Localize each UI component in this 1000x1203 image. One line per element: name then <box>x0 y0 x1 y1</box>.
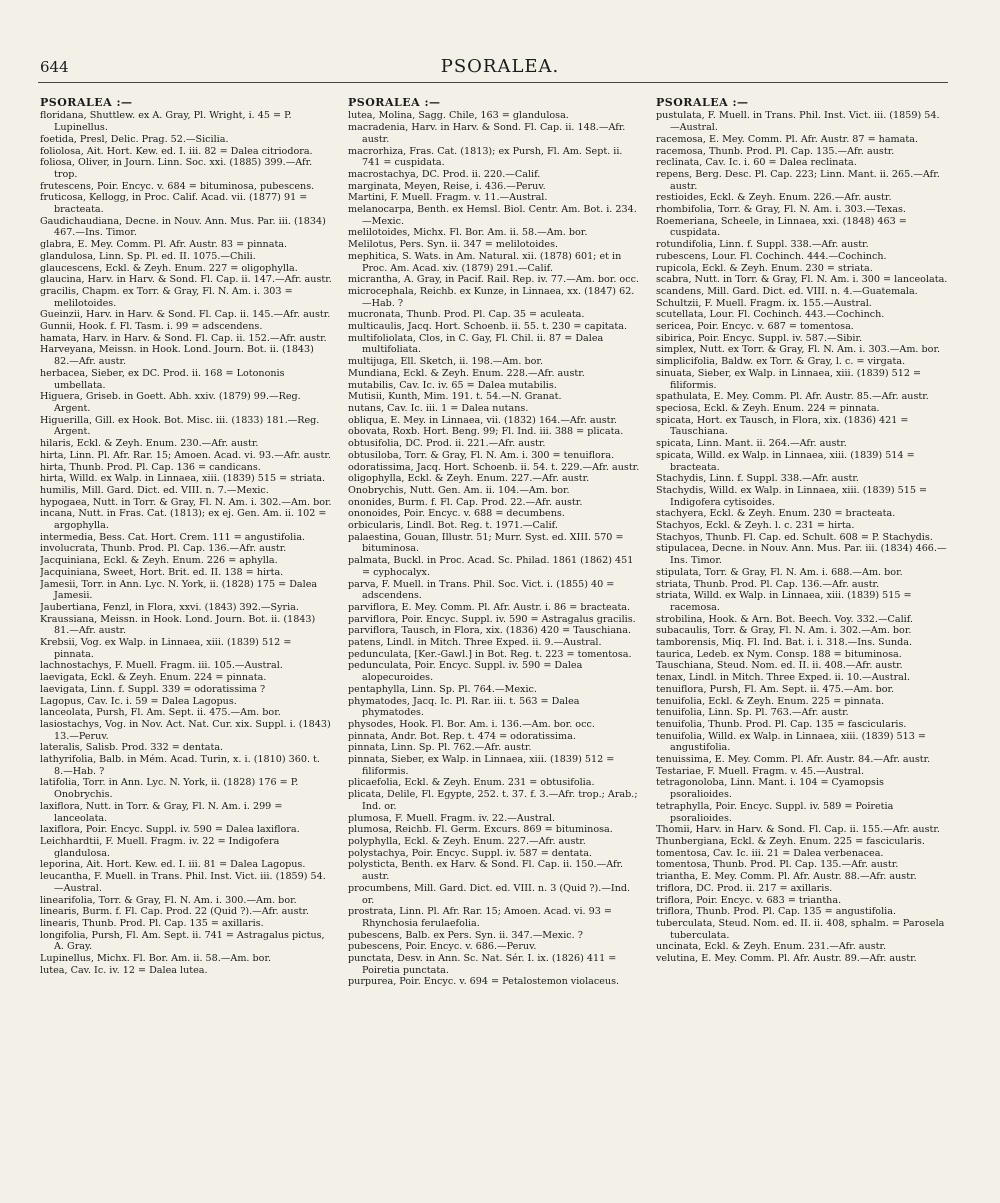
index-entry: tomentosa, Cav. Ic. iii. 21 = Dalea verbenacea. <box>656 847 884 859</box>
index-entry: parva, F. Muell. in Trans. Phil. Soc. Vict. i. (1855) 40 = adscendens. <box>348 578 615 602</box>
index-entry: longifolia, Pursh, Fl. Am. Sept. ii. 741 = Astragalus pictus, A. Gray. <box>40 929 325 953</box>
index-entry: rupicola, Eckl. & Zeyh. Enum. 230 = striata. <box>656 262 873 274</box>
index-entry: tenuissima, E. Mey. Comm. Pl. Afr. Austr. 84.—Afr. austr. <box>656 754 931 766</box>
index-entry: Mundiana, Eckl. & Zeyh. Enum. 228.—Afr. austr. <box>348 367 585 379</box>
index-entry: odoratissima, Jacq. Hort. Schoenb. ii. 54. t. 229.—Afr. austr. <box>348 461 640 473</box>
index-entry: ononides, Burm. f. Fl. Cap. Prod. 22.—Afr. austr. <box>348 496 583 508</box>
index-entry: Stachyos, Eckl. & Zeyh. l. c. 231 = hirta. <box>656 520 855 532</box>
index-entry: obtusifolia, DC. Prod. ii. 221.—Afr. austr. <box>348 438 546 450</box>
index-entry: laevigata, Eckl. & Zeyh. Enum. 224 = pinnata. <box>40 672 267 684</box>
index-entry: melilotoides, Michx. Fl. Bor. Am. ii. 58.—Am. bor. <box>348 227 588 239</box>
index-entry: repens, Berg. Desc. Pl. Cap. 223; Linn. Mant. ii. 265.—Afr. austr. <box>656 168 940 192</box>
index-entry: macrostachya, DC. Prod. ii. 220.—Calif. <box>348 168 541 180</box>
index-entry: multifoliolata, Clos, in C. Gay, Fl. Chil. ii. 87 = Dalea multifoliata. <box>348 332 604 356</box>
index-entry: Jamesii, Torr. in Ann. Lyc. N. York, ii. (1828) 175 = Dalea Jamesii. <box>40 578 318 602</box>
index-entry: Stachydis, Willd. ex Walp. in Linnaea, xiii. (1839) 515 = Indigofera cytisoides. <box>656 484 928 508</box>
index-entry: Harveyana, Meissn. in Hook. Lond. Journ. Bot. ii. (1843) 82.—Afr. austr. <box>40 344 314 368</box>
index-entry: tenuifolia, Linn. Sp. Pl. 763.—Afr. austr. <box>656 707 849 719</box>
index-entry: oligophylla, Eckl. & Zeyh. Enum. 227.—Afr. austr. <box>348 473 590 485</box>
index-entry: lanceolata, Pursh, Fl. Am. Sept. ii. 475.—Am. bor. <box>40 707 281 719</box>
index-entry: Thomii, Harv. in Harv. & Sond. Fl. Cap. ii. 155.—Afr. austr. <box>656 824 940 836</box>
index-entry: laxiflora, Nutt. in Torr. & Gray, Fl. N. Am. i. 299 = lanceolata. <box>40 800 283 824</box>
index-entry: tenuifolia, Willd. ex Walp. in Linnaea, xiii. (1839) 513 = angustifolia. <box>656 730 926 754</box>
index-entry: Kraussiana, Meissn. in Hook. Lond. Journ. Bot. ii. (1843) 81.—Afr. austr. <box>40 613 316 637</box>
text-columns <box>40 96 948 1163</box>
index-entry: hamata, Harv. in Harv. & Sond. Fl. Cap. ii. 152.—Afr. austr. <box>40 332 327 344</box>
column-heading: PSORALEA :— <box>40 96 133 109</box>
index-entry: spicata, Willd. ex Walp. in Linnaea, xiii. (1839) 514 = bracteata. <box>656 449 915 473</box>
index-entry: lasiostachys, Vog. in Nov. Act. Nat. Cur. xix. Suppl. i. (1843) 13.—Peruv. <box>40 718 331 742</box>
index-entry: speciosa, Eckl. & Zeyh. Enum. 224 = pinnata. <box>656 402 880 414</box>
index-entry: sibirica, Poir. Encyc. Suppl. iv. 587.—Sibir. <box>656 332 863 344</box>
index-entry: lachnostachys, F. Muell. Fragm. iii. 105.—Austral. <box>40 660 283 672</box>
index-entry: purpurea, Poir. Encyc. v. 694 = Petalostemon violaceus. <box>348 976 620 988</box>
index-entry: linearis, Thunb. Prod. Pl. Cap. 135 = axillaris. <box>40 917 264 929</box>
entry-list <box>348 110 640 988</box>
index-entry: stachyera, Eckl. & Zeyh. Enum. 230 = bracteata. <box>656 508 896 520</box>
index-entry: Tauschiana, Steud. Nom. ed. II. ii. 408.—Afr. austr. <box>656 660 903 672</box>
index-entry: obovata, Roxb. Hort. Beng. 99; Fl. Ind. iii. 388 = plicata. <box>348 426 624 438</box>
index-entry: Stachydis, Linn. f. Suppl. 338.—Afr. austr. <box>656 473 859 485</box>
index-entry: gracilis, Chapm. ex Torr. & Gray, Fl. N. Am. i. 303 = melilotoides. <box>40 285 293 309</box>
index-entry: triflora, DC. Prod. ii. 217 = axillaris. <box>656 882 833 894</box>
index-entry: orbicularis, Lindl. Bot. Reg. t. 1971.—Calif. <box>348 520 558 532</box>
index-entry: tomentosa, Thunb. Prod. Pl. Cap. 135.—Afr. austr. <box>656 859 899 871</box>
index-entry: involucrata, Thunb. Prod. Pl. Cap. 136.—Afr. austr. <box>40 543 287 555</box>
index-entry: racemosa, Thunb. Prod. Pl. Cap. 135.—Afr. austr. <box>656 145 895 157</box>
index-entry: pubescens, Balb. ex Pers. Syn. ii. 347.—Mexic. ? <box>348 929 583 941</box>
index-entry: lutea, Cav. Ic. iv. 12 = Dalea lutea. <box>40 964 208 976</box>
index-entry: polysticta, Benth. ex Harv. & Sond. Fl. Cap. ii. 150.—Afr. austr. <box>348 859 624 883</box>
index-entry: rubescens, Lour. Fl. Cochinch. 444.—Cochinch. <box>656 250 887 262</box>
index-entry: plumosa, Reichb. Fl. Germ. Excurs. 869 = bituminosa. <box>348 824 613 836</box>
index-entry: laevigata, Linn. f. Suppl. 339 = odoratissima ? <box>40 683 266 695</box>
index-entry: hirta, Thunb. Prod. Pl. Cap. 136 = candicans. <box>40 461 261 473</box>
index-entry: micrantha, A. Gray, in Pacif. Rail. Rep. iv. 77.—Am. bor. occ. <box>348 274 639 286</box>
index-entry: Higuera, Griseb. in Goett. Abh. xxiv. (1879) 99.—Reg. Argent. <box>40 391 301 414</box>
entry-list <box>656 110 948 964</box>
index-entry: linearifolia, Torr. & Gray, Fl. N. Am. i. 300.—Am. bor. <box>40 894 297 906</box>
index-entry: racemosa, E. Mey. Comm. Pl. Afr. Austr. 87 = hamata. <box>656 133 918 145</box>
index-entry: reclinata, Cav. Ic. i. 60 = Dalea reclinata. <box>656 157 857 169</box>
column-2 <box>348 96 640 1163</box>
index-entry: palmata, Buckl. in Proc. Acad. Sc. Philad. 1861 (1862) 451 = cyphocalyx. <box>348 555 634 578</box>
index-entry: Jacquiniana, Sweet, Hort. Brit. ed. II. 138 = hirta. <box>40 566 284 578</box>
index-entry: Leichhardtii, F. Muell. Fragm. iv. 22 = Indigofera glandulosa. <box>40 836 280 859</box>
index-entry: Lagopus, Cav. Ic. i. 59 = Dalea Lagopus. <box>40 695 237 707</box>
index-entry: restioides, Eckl. & Zeyh. Enum. 226.—Afr. austr. <box>656 192 892 204</box>
index-entry: microcephala, Reichb. ex Kunze, in Linnaea, xx. (1847) 62.—Hab. ? <box>348 285 635 309</box>
index-entry: tetraphylla, Poir. Encyc. Suppl. iv. 589 = Poiretia psoralioides. <box>656 800 894 824</box>
index-entry: macrorhiza, Fras. Cat. (1813); ex Pursh, Fl. Am. Sept. ii. 741 = cuspidata. <box>348 145 623 169</box>
index-entry: rotundifolia, Linn. f. Suppl. 338.—Afr. austr. <box>656 239 869 251</box>
index-entry: scutellata, Lour. Fl. Cochinch. 443.—Cochinch. <box>656 309 885 321</box>
page-title: PSORALEA. <box>440 56 560 77</box>
index-entry: pustulata, F. Muell. in Trans. Phil. Inst. Vict. iii. (1859) 54.—Austral. <box>656 110 940 134</box>
index-entry: simplex, Nutt. ex Torr. & Gray, Fl. N. Am. i. 303.—Am. bor. <box>656 344 941 356</box>
index-entry: prostrata, Linn. Pl. Afr. Rar. 15; Amoen. Acad. vi. 93 = Rhynchosia ferulaefolia. <box>348 906 612 929</box>
index-entry: mucronata, Thunb. Prod. Pl. Cap. 35 = aculeata. <box>348 309 585 321</box>
index-entry: punctata, Desv. in Ann. Sc. Nat. Sér. I. ix. (1826) 411 = Poiretia punctata. <box>348 953 617 976</box>
index-entry: hilaris, Eckl. & Zeyh. Enum. 230.—Afr. austr. <box>40 438 259 450</box>
index-entry: palaestina, Gouan, Illustr. 51; Murr. Syst. ed. XIII. 570 = bituminosa. <box>348 531 624 555</box>
index-entry: polyphylla, Eckl. & Zeyh. Enum. 227.—Afr. austr. <box>348 836 586 847</box>
index-entry: spathulata, E. Mey. Comm. Pl. Afr. Austr. 85.—Afr. austr. <box>656 391 929 403</box>
index-entry: Gueinzii, Harv. in Harv. & Sond. Fl. Cap. ii. 145.—Afr. austr. <box>40 309 331 321</box>
index-entry: pubescens, Poir. Encyc. v. 686.—Peruv. <box>348 941 537 953</box>
index-entry: obliqua, E. Mey. in Linnaea, vii. (1832) 164.—Afr. austr. <box>348 414 618 426</box>
index-entry: nutans, Cav. Ic. iii. 1 = Dalea nutans. <box>348 402 529 414</box>
index-entry: spicata, Hort. ex Tausch, in Flora, xix. (1836) 421 = Tauschiana. <box>656 414 909 438</box>
index-entry: frutescens, Poir. Encyc. v. 684 = bituminosa, pubescens. <box>40 180 315 192</box>
index-entry: taurica, Ledeb. ex Nym. Consp. 188 = bituminosa. <box>656 648 902 660</box>
index-entry: tenax, Lindl. in Mitch. Three Exped. ii. 10.—Austral. <box>656 672 911 684</box>
index-entry: parviflora, Poir. Encyc. Suppl. iv. 590 = Astragalus gracilis. <box>348 613 636 625</box>
index-entry: lathyrifolia, Balb. in Mém. Acad. Turin, x. i. (1810) 360. t. 8.—Hab. ? <box>40 754 320 777</box>
index-entry: pentaphylla, Linn. Sp. Pl. 764.—Mexic. <box>348 683 537 695</box>
header-rule <box>38 82 948 83</box>
index-entry: foliolosa, Ait. Hort. Kew. ed. I. iii. 82 = Dalea citriodora. <box>40 145 313 157</box>
index-entry: subacaulis, Torr. & Gray, Fl. N. Am. i. 302.—Am. bor. <box>656 625 912 637</box>
index-entry: mutabilis, Cav. Ic. iv. 65 = Dalea mutabilis. <box>348 379 557 391</box>
index-entry: mephitica, S. Wats. in Am. Natural. xii. (1878) 601; et in Proc. Am. Acad. xiv. (1879) 291.—Calif. <box>348 250 622 274</box>
index-entry: tenuifolia, Eckl. & Zeyh. Enum. 225 = pinnata. <box>656 695 885 707</box>
index-entry: velutina, E. Mey. Comm. Pl. Afr. Austr. 89.—Afr. austr. <box>656 953 917 965</box>
index-entry: herbacea, Sieber, ex DC. Prod. ii. 168 = Lotononis umbellata. <box>40 367 285 391</box>
index-entry: pinnata, Linn. Sp. Pl. 762.—Afr. austr. <box>348 742 532 754</box>
index-entry: foetida, Presl, Delic. Prag. 52.—Sicilia. <box>40 133 229 145</box>
index-entry: obtusiloba, Torr. & Gray, Fl. N. Am. i. 300 = tenuiflora. <box>348 449 615 461</box>
index-entry: triflora, Poir. Encyc. v. 683 = triantha. <box>656 894 842 906</box>
index-entry: tamborensis, Miq. Fl. Ind. Bat. i. i. 318.—Ins. Sunda. <box>656 637 913 649</box>
index-entry: Gunnii, Hook. f. Fl. Tasm. i. 99 = adscendens. <box>40 321 263 333</box>
index-entry: rhombifolia, Torr. & Gray, Fl. N. Am. i. 303.—Texas. <box>656 204 906 216</box>
index-entry: parviflora, E. Mey. Comm. Pl. Afr. Austr. i. 86 = bracteata. <box>348 601 631 613</box>
column-heading: PSORALEA :— <box>348 96 441 109</box>
index-entry: multicaulis, Jacq. Hort. Schoenb. ii. 55. t. 230 = capitata. <box>348 321 628 333</box>
index-entry: intermedia, Bess. Cat. Hort. Crem. 111 = angustifolia. <box>40 531 306 543</box>
index-entry: striata, Willd. ex Walp. in Linnaea, xiii. (1839) 515 = racemosa. <box>656 590 912 613</box>
index-entry: Stachyos, Thunb. Fl. Cap. ed. Schult. 608 = P. Stachydis. <box>656 531 933 543</box>
index-entry: laxiflora, Poir. Encyc. Suppl. iv. 590 = Dalea laxiflora. <box>40 824 300 836</box>
index-entry: fruticosa, Kellogg, in Proc. Calif. Acad. vii. (1877) 91 = bracteata. <box>40 192 308 216</box>
index-entry: tenuifolia, Thunb. Prod. Pl. Cap. 135 = fascicularis. <box>656 718 907 730</box>
index-entry: floridana, Shuttlew. ex A. Gray, Pl. Wright, i. 45 = P. Lupinellus. <box>40 110 292 134</box>
index-entry: uncinata, Eckl. & Zeyh. Enum. 231.—Afr. austr. <box>656 941 887 953</box>
index-entry: tenuiflora, Pursh, Fl. Am. Sept. ii. 475.—Am. bor. <box>656 683 895 695</box>
index-entry: lutea, Molina, Sagg. Chile, 163 = glandulosa. <box>348 110 569 122</box>
index-entry: procumbens, Mill. Gard. Dict. ed. VIII. n. 3 (Quid ?).—Ind. or. <box>348 882 631 906</box>
index-entry: plumosa, F. Muell. Fragm. iv. 22.—Austral. <box>348 812 556 824</box>
index-entry: phymatodes, Jacq. Ic. Pl. Rar. iii. t. 563 = Dalea phymatodes. <box>348 695 580 719</box>
column-3 <box>656 96 948 1163</box>
index-entry: tuberculata, Steud. Nom. ed. II. ii. 408, sphalm. = Parosela tuberculata. <box>656 917 945 941</box>
index-entry: Jaubertiana, Fenzl, in Flora, xxvi. (1843) 392.—Syria. <box>40 601 299 613</box>
index-entry: triflora, Thunb. Prod. Pl. Cap. 135 = angustifolia. <box>656 906 896 918</box>
index-entry: Thunbergiana, Eckl. & Zeyh. Enum. 225 = fascicularis. <box>656 836 925 847</box>
index-entry: plicata, Delile, Fl. Egypte, 252. t. 37. f. 3.—Afr. trop.; Arab.; Ind. or. <box>348 789 638 812</box>
index-entry: physodes, Hook. Fl. Bor. Am. i. 136.—Am. bor. occ. <box>348 718 595 730</box>
index-entry: stipulacea, Decne. in Nouv. Ann. Mus. Par. iii. (1834) 466.—Ins. Timor. <box>656 543 947 567</box>
index-entry: tetragonoloba, Linn. Mant. i. 104 = Cyamopsis psoralioides. <box>656 777 884 801</box>
index-entry: pedunculata, Poir. Encyc. Suppl. iv. 590 = Dalea alopecuroides. <box>348 660 583 684</box>
index-entry: multijuga, Ell. Sketch, ii. 198.—Am. bor. <box>348 356 544 368</box>
index-entry: latifolia, Torr. in Ann. Lyc. N. York, ii. (1828) 176 = P. Onobrychis. <box>40 777 299 801</box>
index-entry: Onobrychis, Nutt. Gen. Am. ii. 104.—Am. bor. <box>348 484 570 496</box>
index-entry: leucantha, F. Muell. in Trans. Phil. Inst. Vict. iii. (1859) 54.—Austral. <box>40 871 326 894</box>
index-entry: incana, Nutt. in Fras. Cat. (1813); ex ej. Gen. Am. ii. 102 = argophylla. <box>40 508 327 532</box>
index-entry: Roemeriana, Scheele, in Linnaea, xxi. (1848) 463 = cuspidata. <box>656 215 907 239</box>
entry-list <box>40 110 332 976</box>
index-entry: Martini, F. Muell. Fragm. v. 11.—Austral. <box>348 192 548 204</box>
index-entry: glandulosa, Linn. Sp. Pl. ed. II. 1075.—Chili. <box>40 250 256 262</box>
index-entry: melanocarpa, Benth. ex Hemsl. Biol. Centr. Am. Bot. i. 234.—Mexic. <box>348 204 637 227</box>
index-entry: glaucescens, Eckl. & Zeyh. Enum. 227 = oligophylla. <box>40 262 298 274</box>
index-entry: sinuata, Sieber, ex Walp. in Linnaea, xiii. (1839) 512 = filiformis. <box>656 367 922 391</box>
index-entry: hypogaea, Nutt. in Torr. & Gray, Fl. N. Am. i. 302.—Am. bor. <box>40 496 332 508</box>
index-entry: humilis, Mill. Gard. Dict. ed. VIII. n. 7.—Mexic. <box>40 484 269 496</box>
page-number: 644 <box>40 58 69 76</box>
index-entry: Schultzii, F. Muell. Fragm. ix. 155.—Austral. <box>656 297 872 309</box>
column-heading: PSORALEA :— <box>656 96 749 109</box>
index-entry: pedunculata, [Ker.-Gawl.] in Bot. Reg. t. 223 = tomentosa. <box>348 648 632 660</box>
index-entry: linearis, Burm. f. Fl. Cap. Prod. 22 (Quid ?).—Afr. austr. <box>40 906 309 918</box>
index-entry: patens, Lindl. in Mitch. Three Exped. ii. 9.—Austral. <box>348 637 602 649</box>
index-entry: marginata, Meyen, Reise, i. 436.—Peruv. <box>348 180 546 192</box>
index-entry: Lupinellus, Michx. Fl. Bor. Am. ii. 58.—Am. bor. <box>40 953 272 965</box>
index-entry: striata, Thunb. Prod. Pl. Cap. 136.—Afr. austr. <box>656 578 880 590</box>
index-entry: Krebsii, Vog. ex Walp. in Linnaea, xiii. (1839) 512 = pinnata. <box>40 637 292 660</box>
index-entry: spicata, Linn. Mant. ii. 264.—Afr. austr. <box>656 438 847 450</box>
index-entry: simplicifolia, Baldw. ex Torr. & Gray, l. c. = virgata. <box>656 356 906 368</box>
index-entry: Higuerilla, Gill. ex Hook. Bot. Misc. iii. (1833) 181.—Reg. Argent. <box>40 414 320 438</box>
index-entry: ononoides, Poir. Encyc. v. 688 = decumbens. <box>348 508 565 520</box>
index-entry: scandens, Mill. Gard. Dict. ed. VIII. n. 4.—Guatemala. <box>656 285 918 297</box>
index-entry: parviflora, Tausch, in Flora, xix. (1836) 420 = Tauschiana. <box>348 625 631 637</box>
index-entry: leporina, Ait. Hort. Kew. ed. I. iii. 81 = Dalea Lagopus. <box>40 859 306 871</box>
index-entry: pinnata, Andr. Bot. Rep. t. 474 = odoratissima. <box>348 730 576 742</box>
index-entry: foliosa, Oliver, in Journ. Linn. Soc. xxi. (1885) 399.—Afr. trop. <box>40 157 313 180</box>
index-entry: triantha, E. Mey. Comm. Pl. Afr. Austr. 88.—Afr. austr. <box>656 871 917 883</box>
index-entry: Melilotus, Pers. Syn. ii. 347 = melilotoides. <box>348 239 559 251</box>
index-entry: Mutisii, Kunth, Mim. 191. t. 54.—N. Granat. <box>348 391 562 403</box>
column-1 <box>40 96 332 1163</box>
index-entry: lateralis, Salisb. Prod. 332 = dentata. <box>40 742 224 754</box>
index-entry: Jacquiniana, Eckl. & Zeyh. Enum. 226 = aphylla. <box>40 555 278 567</box>
index-entry: pinnata, Sieber, ex Walp. in Linnaea, xiii. (1839) 512 = filiformis. <box>348 754 615 777</box>
index-entry: hirta, Willd. ex Walp. in Linnaea, xiii. (1839) 515 = striata. <box>40 473 326 485</box>
index-entry: sericea, Poir. Encyc. v. 687 = tomentosa. <box>656 321 854 333</box>
index-entry: macradenia, Harv. in Harv. & Sond. Fl. Cap. ii. 148.—Afr. austr. <box>348 122 626 145</box>
index-entry: polystachya, Poir. Encyc. Suppl. iv. 587 = dentata. <box>348 847 592 859</box>
index-entry: plicaefolia, Eckl. & Zeyh. Enum. 231 = obtusifolia. <box>348 777 595 789</box>
index-entry: Testariae, F. Muell. Fragm. v. 45.—Austral. <box>656 765 864 777</box>
index-entry: glabra, E. Mey. Comm. Pl. Afr. Austr. 83 = pinnata. <box>40 239 288 251</box>
index-entry: glaucina, Harv. in Harv. & Sond. Fl. Cap. ii. 147.—Afr. austr. <box>40 274 332 286</box>
index-entry: Gaudichaudiana, Decne. in Nouv. Ann. Mus. Par. iii. (1834) 467.—Ins. Timor. <box>40 215 326 239</box>
index-entry: hirta, Linn. Pl. Afr. Rar. 15; Amoen. Acad. vi. 93.—Afr. austr. <box>40 449 331 461</box>
index-entry: scabra, Nutt. in Torr. & Gray, Fl. N. Am. i. 300 = lanceolata. <box>656 274 948 286</box>
index-entry: stipulata, Torr. & Gray, Fl. N. Am. i. 688.—Am. bor. <box>656 566 903 578</box>
index-entry: strobilina, Hook. & Arn. Bot. Beech. Voy. 332.—Calif. <box>656 613 914 625</box>
